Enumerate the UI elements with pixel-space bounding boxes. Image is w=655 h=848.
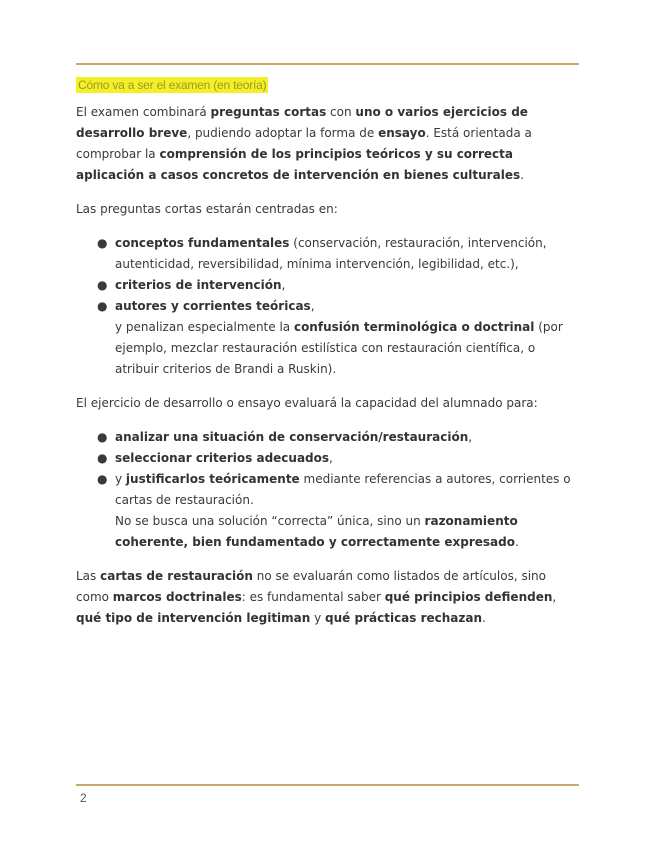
text-run: .	[482, 611, 486, 625]
bold-text: ensayo	[378, 126, 426, 140]
list-item	[76, 448, 581, 469]
bullet-icon: ●	[97, 299, 108, 313]
essay-intro	[76, 393, 581, 414]
document-body	[76, 102, 581, 642]
text-run: mediante referencias a autores, corrientes o cartas de restauración.	[115, 472, 571, 507]
bold-text: preguntas cortas	[210, 105, 327, 119]
bullet-icon: ●	[97, 451, 108, 465]
text-run: y	[310, 611, 326, 625]
text-run: Las	[76, 569, 101, 583]
bullet-icon: ●	[97, 430, 108, 444]
bullet-icon: ●	[97, 236, 108, 250]
text-run: y	[115, 472, 126, 486]
bold-text: analizar una situación de conservación/restauración	[115, 430, 469, 444]
bold-text: autores y corrientes teóricas	[115, 299, 311, 313]
bold-text: qué principios defienden	[384, 590, 553, 604]
charters-paragraph	[76, 566, 581, 629]
text-run: : es fundamental saber	[241, 590, 385, 604]
bold-text: seleccionar criterios adecuados	[115, 451, 330, 465]
text-run: ,	[552, 590, 557, 604]
text-run: , pudiendo adoptar la forma de	[187, 126, 379, 140]
text-run: (por ejemplo, mezclar restauración estilística con restauración científica, o atribuir criterios de Brandi a Ruskin).	[115, 320, 563, 376]
bold-text: cartas de restauración	[100, 569, 253, 583]
bold-text: marcos doctrinales	[112, 590, 242, 604]
text-run: y penalizan especialmente la	[115, 320, 294, 334]
footer-rule	[76, 784, 579, 786]
list-item	[76, 469, 581, 511]
bold-text: justificarlos teóricamente	[125, 472, 300, 486]
bold-text: qué prácticas rechazan	[325, 611, 483, 625]
text-run: . Está orientada a comprobar la	[76, 126, 532, 161]
text-run: ,	[468, 430, 473, 444]
list-item	[76, 233, 581, 275]
text-run: ,	[281, 278, 286, 292]
bold-text: comprensión de los principios teóricos y su correcta aplicación a casos concretos de intervención en bienes culturales	[76, 147, 521, 182]
list-item	[76, 275, 581, 296]
text-run: ,	[329, 451, 333, 465]
essay-skills-list	[76, 427, 581, 553]
intro-paragraph	[76, 102, 581, 186]
list-continuation	[76, 317, 581, 380]
text-run: (conservación, restauración, intervención, autenticidad, reversibilidad, mínima intervención, legibilidad, etc.),	[115, 236, 547, 271]
text-run: ,	[310, 299, 315, 313]
bullet-icon: ●	[97, 278, 108, 292]
list-continuation	[76, 511, 581, 553]
text-run: .	[520, 168, 524, 182]
bold-text: criterios de intervención	[115, 278, 282, 292]
header-rule	[76, 63, 579, 65]
bold-text: razonamiento coherente, bien fundamentado y correctamente expresado	[115, 514, 518, 549]
section-heading: Cómo va a ser el examen (en teoría)	[78, 78, 267, 92]
bold-text: uno o varios ejercicios de desarrollo breve	[76, 105, 528, 140]
text-run: no se evaluarán como listados de artículos, sino como	[76, 569, 546, 604]
short-questions-list	[76, 233, 581, 380]
page-number: 2	[80, 791, 87, 805]
bold-text: qué tipo de intervención legitiman	[76, 611, 311, 625]
list-item	[76, 296, 581, 317]
short-questions-intro	[76, 199, 581, 220]
bold-text: confusión terminológica o doctrinal	[293, 320, 535, 334]
text-run: con	[326, 105, 356, 119]
bold-text: conceptos fundamentales	[115, 236, 290, 250]
list-item	[76, 427, 581, 448]
text-run: No se busca una solución “correcta” única, sino un	[115, 514, 425, 528]
text-run: El ejercicio de desarrollo o ensayo evaluará la capacidad del alumnado para:	[76, 396, 538, 410]
bullet-icon: ●	[97, 472, 108, 486]
text-run: .	[514, 535, 519, 549]
text-run: El examen combinará	[76, 105, 211, 119]
text-run: Las preguntas cortas estarán centradas en:	[76, 202, 338, 216]
